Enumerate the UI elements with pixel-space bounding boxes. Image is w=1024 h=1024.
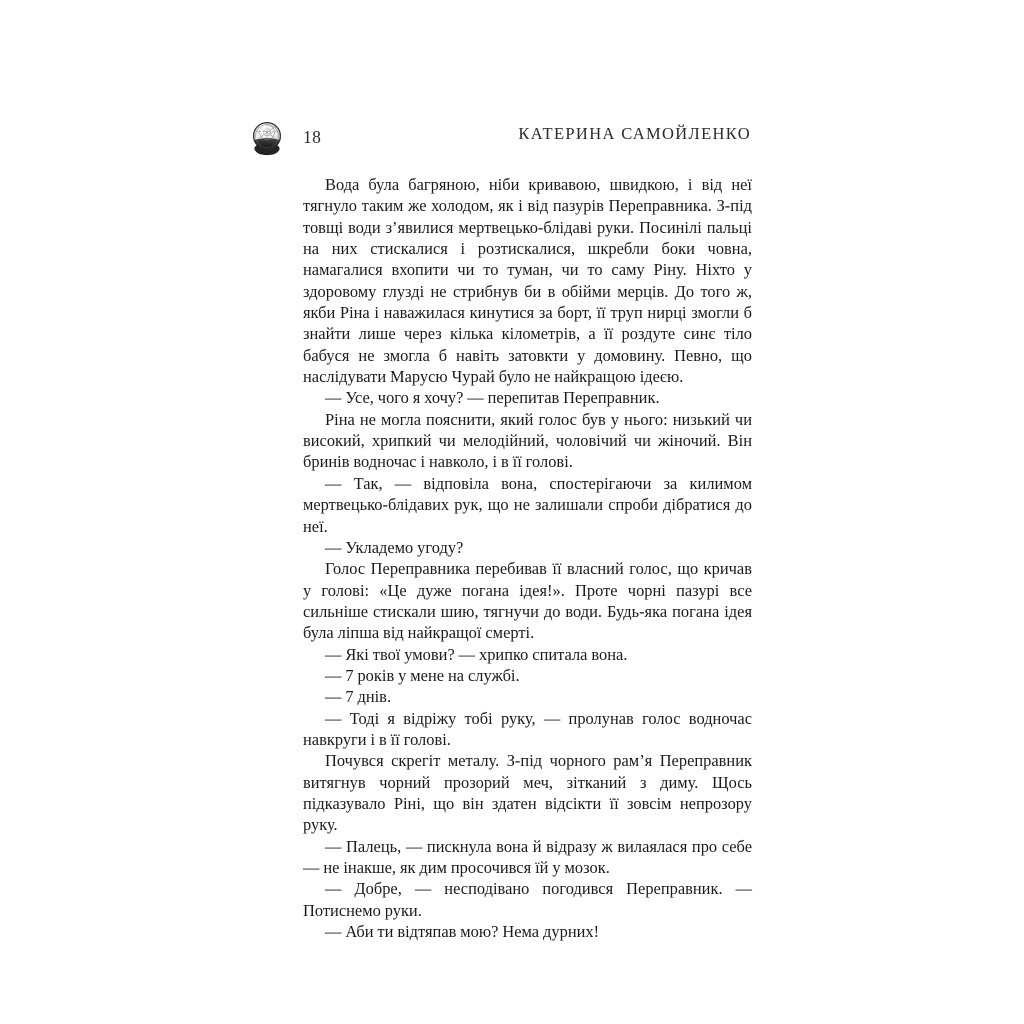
- body-text-block: [303, 174, 752, 942]
- body-paragraph: Ріна не могла пояснити, який голос був у нього: низький чи високий, хрипкий чи мелодійний, чоловічий чи жіночий. Він бринів водночас і навколо, і в її голові.: [303, 409, 752, 472]
- body-paragraph: — Так, — відповіла вона, спостерігаючи за килимом мертвецько-блідавих рук, що не залишали спроби дібратися до неї.: [303, 473, 752, 536]
- body-paragraph: — Укладемо угоду?: [325, 537, 464, 557]
- body-paragraph: — Аби ти відтяпав мою? Нема дурних!: [325, 922, 600, 942]
- body-paragraph: Вода була багряною, ніби кривавою, швидкою, і від неї тягнуло таким же холодом, як і від пазурів Переправника. З-під товщі води з’явилися мертвецько-блідаві руки. Посинілі пальці на них стискалися і розтискалися, шкребли боки човна, намагалися вхопити чи то туман, чи то саму Ріну. Ніхто у здоровому глузді не стрибнув би в обійми мерців. До того ж, якби Ріна і наважилася кинутися за борт, її труп нирці змогли б знайти лише через кілька кілометрів, а її роздуте синє тіло бабуся не змогла б навіть затовкти у домовину. Певно, що наслідувати Марусю Чурай було не найкращою ідеєю.: [303, 175, 752, 387]
- body-paragraph: — Які твої умови? — хрипко спитала вона.: [325, 644, 628, 664]
- body-paragraph: — 7 років у мене на службі.: [325, 665, 520, 685]
- body-paragraph: Почувся скрегіт металу. З-під чорного рам’я Переправник витягнув чорний прозорий меч, зітканий з диму. Щось підказувало Ріні, що він здатен відсікти її зовсім непрозору руку.: [303, 751, 752, 835]
- running-head: [250, 118, 751, 160]
- page-number: 18: [303, 127, 322, 147]
- body-paragraph: — Добре, — несподівано погодився Переправник. — Потиснемо руки.: [303, 879, 752, 920]
- body-paragraph: Голос Переправника перебивав її власний голос, що кричав у голові: «Це дуже погана ідея!». Проте чорні пазурі все сильніше стискали шию, тягнучи до води. Будь-яка погана ідея була ліпша від найкращої смерті.: [303, 559, 752, 643]
- body-paragraph: — Палець, — пискнула вона й відразу ж вилаялася про себе — не інакше, як дим просочився їй у мозок.: [303, 836, 752, 877]
- body-paragraph: — Усе, чого я хочу? — перепитав Переправник.: [325, 388, 660, 408]
- body-paragraph: — 7 днів.: [325, 687, 392, 707]
- moon-sphere-ornament-icon: [250, 118, 284, 156]
- running-title-author: КАТЕРИНА САМОЙЛЕНКО: [518, 124, 751, 143]
- body-paragraph: — Тоді я відріжу тобі руку, — пролунав голос водночас навкруги і в її голові.: [303, 708, 752, 749]
